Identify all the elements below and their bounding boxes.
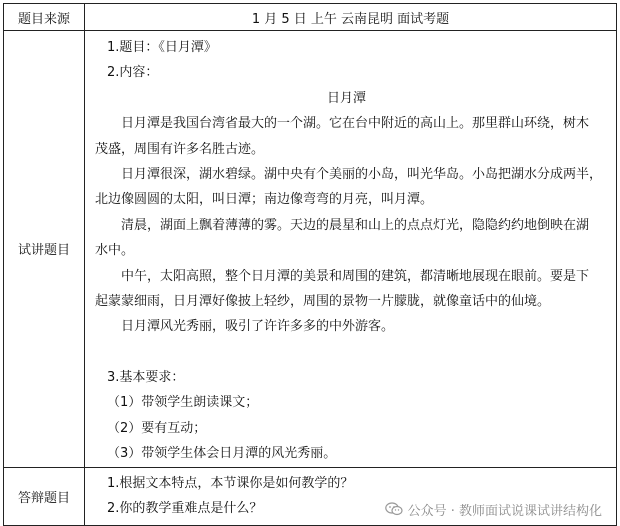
- defense-row: [4, 467, 617, 525]
- paragraph-line: 起蒙蒙细雨，日月潭好像披上轻纱，周围的景物一片朦胧，就像童话中的仙境。: [95, 294, 551, 310]
- trial-row: [4, 31, 617, 468]
- paragraph-line: 中午，太阳高照，整个日月潭的美景和周围的建筑，都清晰地展现在眼前。要是下: [121, 268, 590, 284]
- paragraph-line: 水中。: [95, 243, 135, 259]
- trial-label: 试讲题目: [4, 31, 85, 468]
- paragraph-line: 北边像圆圆的太阳，叫日潭；南边像弯弯的月亮，叫月潭。: [95, 192, 434, 208]
- requirement-item: （2）要有互动；: [107, 420, 207, 436]
- paragraph: [95, 264, 608, 315]
- paragraph-line: 清晨，湖面上飘着薄薄的雾。天边的晨星和山上的点点灯光，隐隐约约地倒映在湖: [121, 217, 590, 233]
- paragraph-line: 茂盛，周围有许多名胜古迹。: [95, 141, 265, 157]
- source-value: 1 月 5 日 上午 云南昆明 面试考题: [85, 4, 617, 31]
- paragraph: [95, 162, 608, 213]
- defense-content: [85, 467, 617, 525]
- paragraph: [95, 213, 608, 264]
- text-title: 日月潭: [326, 90, 366, 106]
- requirements-title: 3.基本要求：: [107, 369, 185, 385]
- watermark-text: 公众号 · 教师面试说课试讲结构化: [407, 503, 602, 519]
- paragraph-line: 日月潭风光秀丽，吸引了许许多多的中外游客。: [121, 319, 395, 335]
- paragraph-line: 日月潭很深，湖水碧绿。湖中央有个美丽的小岛，叫光华岛。小岛把湖水分成两半，: [121, 167, 603, 183]
- defense-label: 答辩题目: [4, 467, 85, 525]
- requirement-item: （1）带领学生朗读课文；: [107, 395, 259, 411]
- spacer: [95, 340, 608, 365]
- question-item: 1.根据文本特点，本节课你是如何教学的？: [107, 475, 354, 491]
- exam-table: [3, 3, 617, 526]
- trial-title-line: 1.题目：《日月潭》: [107, 40, 217, 55]
- wechat-icon: [385, 502, 403, 516]
- trial-content-line: 2.内容：: [107, 65, 159, 81]
- paragraph-line: 日月潭是我国台湾省最大的一个湖。它在台中附近的高山上。那里群山环绕，树木: [121, 116, 590, 132]
- source-label: 题目来源: [4, 4, 85, 31]
- watermark: [385, 500, 602, 519]
- source-row: [4, 4, 617, 31]
- paragraph: [95, 111, 608, 162]
- requirement-item: （3）带领学生体会日月潭的风光秀丽。: [107, 446, 337, 462]
- trial-content: [85, 31, 617, 468]
- paragraph: [95, 314, 608, 339]
- question-item: 2.你的教学重难点是什么？: [107, 500, 263, 516]
